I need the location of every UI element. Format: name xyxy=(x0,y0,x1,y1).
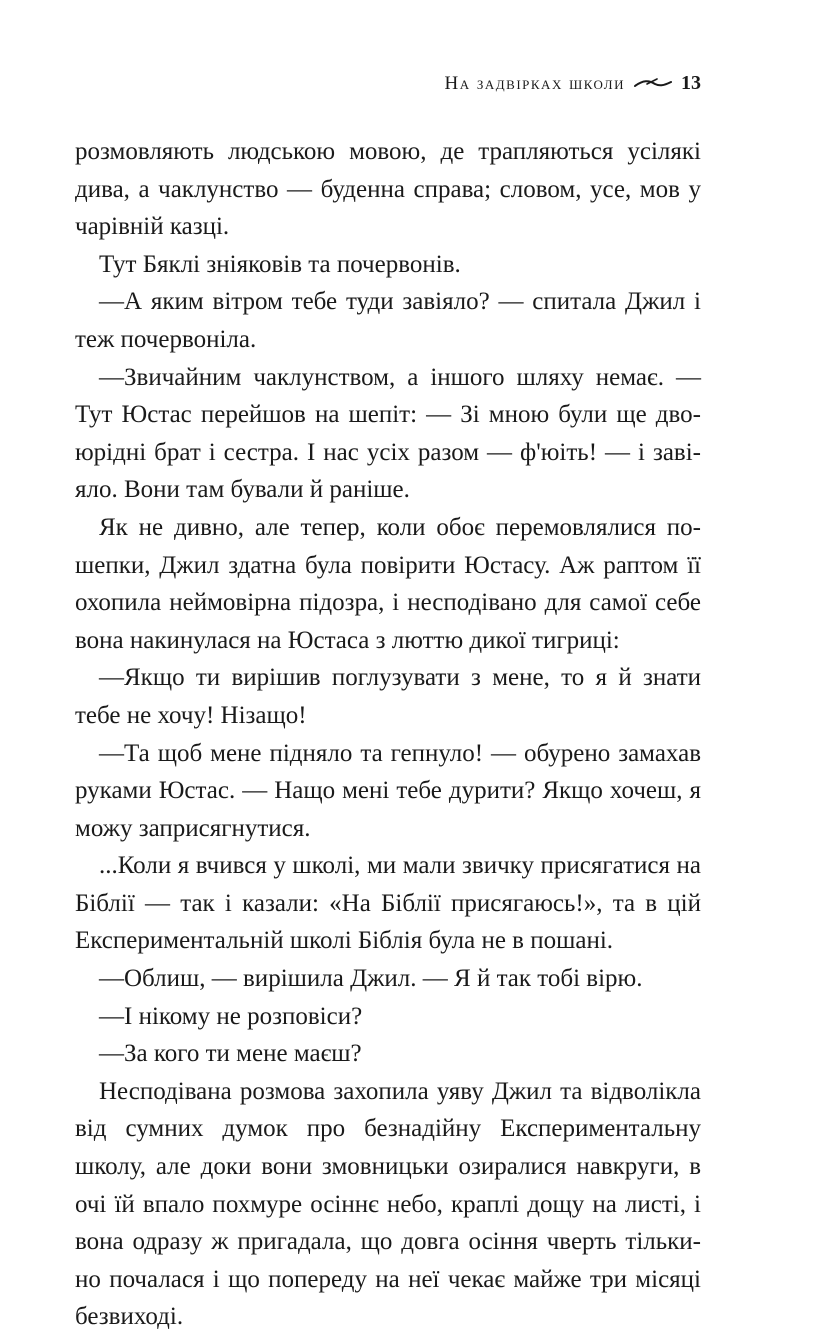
dialogue-line: —За кого ти мене маєш? xyxy=(99,1040,362,1068)
running-header xyxy=(445,72,701,95)
dialogue-line: —А яким вітром тебе туди завіяло? — спитала Джил і теж почервоніла. xyxy=(75,288,701,353)
chapter-title: На задвірках школи xyxy=(444,72,625,94)
swash-ornament-icon xyxy=(633,77,673,91)
dialogue-line: —Якщо ти вирішив поглузувати з мене, то я й знати тебе не хочу! Нізащо! xyxy=(75,664,701,729)
dialogue-line: —Та щоб мене підняло та гепнуло! — обурено замахав руками Юстас. — Нащо мені тебе дурити? Якщо хочеш, я можу заприсягнутися. xyxy=(75,739,701,842)
dialogue-line: —І нікому не розповіси? xyxy=(99,1002,363,1030)
paragraph: Несподівана розмова захопила уяву Джил та відволікла від сумних думок про безнадійну Експериментальну школу, але доки вони змовницьки озиралися навкруги, в очі їй впало похмуре осіннє небо, краплі дощу на листі, і вона одразу ж пригадала, що довга осіння чверть тільки-но почалася і що попереду на неї чекає майже три місяці безвиході. xyxy=(75,1077,701,1331)
dialogue-line: ...Коли я вчився у школі, ми мали звичку присягатися на Біблії — так і казали: «На Біблії присягаюсь!», та в цій Експериментальній школі Біблія була не в пошані. xyxy=(75,852,701,955)
page-number: 13 xyxy=(681,72,701,94)
dialogue-line: —Звичайним чаклунством, а іншого шляху немає. — Тут Юстас перейшов на шепіт: — Зі мною були ще двоюрідні брат і сестра. І нас усіх разом — ф'юіть! — і завіяло. Вони там бували й раніше. xyxy=(75,363,701,504)
paragraph: Як не дивно, але тепер, коли обоє перемовлялися пошепки, Джил здатна була повірити Юстасу. Аж раптом її охопила неймовірна підозра, і несподівано для самої себе вона накинулася на Юстаса з люттю дикої тигриці: xyxy=(75,513,701,654)
paragraph: розмовляють людською мовою, де трапляються усілякі дива, а чаклунство — буденна справа; словом, усе, мов у чарівній казці. xyxy=(75,138,701,241)
dialogue-line: —Облиш, — вирішила Джил. — Я й так тобі вірю. xyxy=(99,965,643,993)
body-text xyxy=(75,133,701,1336)
paragraph: Тут Бяклі зніяковів та почервонів. xyxy=(99,250,461,278)
